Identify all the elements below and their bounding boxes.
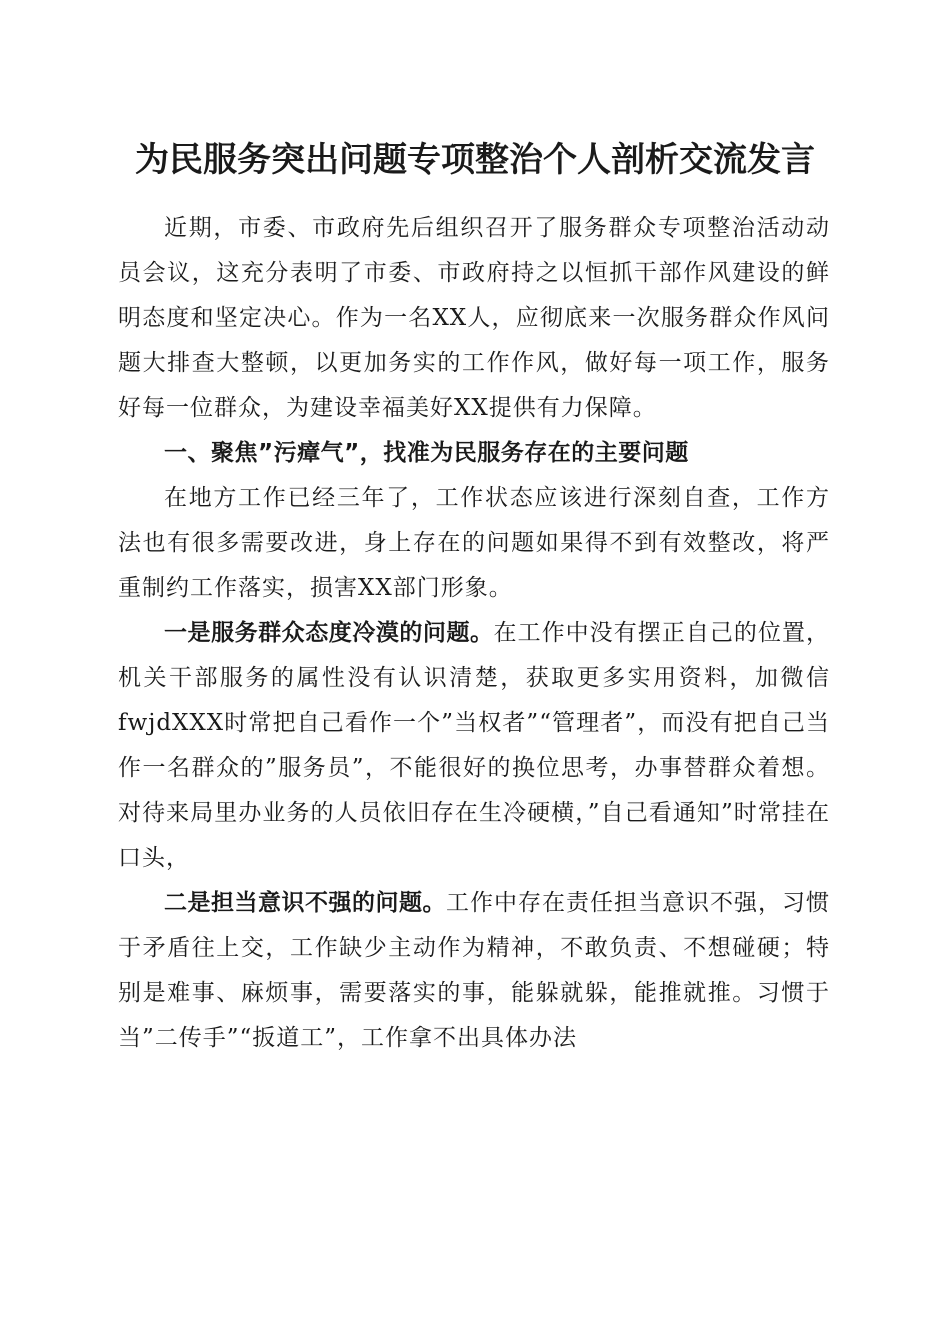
intro-paragraph: 近期，市委、市政府先后组织召开了服务群众专项整治活动动员会议，这充分表明了市委、市政府持之以恒抓干部作风建设的鲜明态度和坚定决心。作为一名XX人，应彻底来一次服务群众作风问题大排查大整顿，以更加务实的工作作风，做好每一项工作，服务好每一位群众，为建设幸福美好XX提供有力保障。 bbox=[118, 215, 830, 421]
point-two-paragraph bbox=[118, 881, 830, 1061]
point-one-lead: 一是服务群众态度冷漠的问题。 bbox=[164, 620, 494, 646]
point-one-text: 在工作中没有摆正自己的位置，机关干部服务的属性没有认识清楚，获取更多实用资料，加微信fwjdXXX时常把自己看作一个”当权者”“管理者”，而没有把自己当作一名群众的”服务员”，不能很好的换位思考，办事替群众着想。对待来局里办业务的人员依旧存在生冷硬横，”自己看通知”时常挂在口头， bbox=[118, 620, 831, 871]
point-one-paragraph bbox=[118, 611, 830, 881]
document-body bbox=[118, 206, 830, 1061]
page-title: 为民服务突出问题专项整治个人剖析交流发言 bbox=[135, 140, 815, 180]
point-two-lead: 二是担当意识不强的问题。 bbox=[164, 890, 446, 916]
section-paragraph: 在地方工作已经三年了，工作状态应该进行深刻自查，工作方法也有很多需要改进，身上存在的问题如果得不到有效整改，将严重制约工作落实，损害XX部门形象。 bbox=[118, 485, 830, 601]
section-heading: 一、聚焦”污瘴气”，找准为民服务存在的主要问题 bbox=[164, 440, 689, 466]
point-two-text: 工作中存在责任担当意识不强，习惯于矛盾往上交，工作缺少主动作为精神，不敢负责、不想碰硬；特别是难事、麻烦事，需要落实的事，能躲就躲，能推就推。习惯于当”二传手”“扳道工”，工作拿不出具体办法 bbox=[118, 890, 830, 1051]
